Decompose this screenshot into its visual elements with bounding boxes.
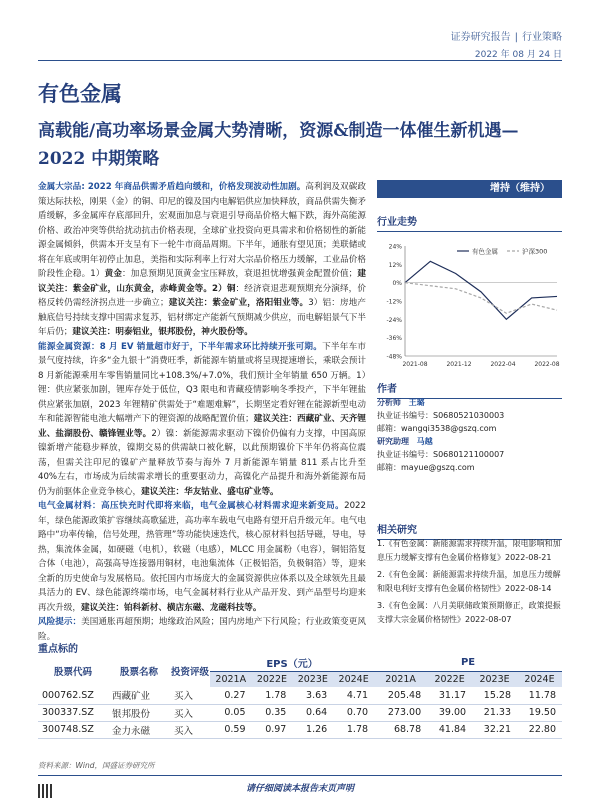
researcher-email[interactable]: 邮箱：mayue@gszq.com (377, 463, 475, 472)
stock-code: 300748.SZ (38, 721, 108, 738)
y-tick-label: 0% (392, 280, 402, 288)
series-line-nonferrous (405, 261, 557, 319)
table-cell: 273.00 (374, 704, 427, 721)
col-name-header: 股票名称 (108, 655, 170, 687)
x-tick-label: 2021-12 (446, 361, 472, 368)
legend-label: 沪深300 (522, 247, 548, 256)
related-item[interactable]: 1.《有色金属：新能源需求持续升温，限电影响和加息压力缓解支撑有色金属价格修复》2022-08-21 (377, 539, 561, 562)
related-item[interactable]: 2.《有色金属：新能源需求持续升温，加息压力缓解和限电利好支撑有色金属价格韧性》2022-08-14 (377, 570, 561, 593)
report-date: 2022 年 08 月 24 日 (474, 50, 562, 60)
x-tick-label: 2022-08 (534, 361, 560, 368)
pe-header: PE (374, 655, 562, 671)
y-tick-label: 12% (388, 261, 402, 269)
x-tick-label: 2022-04 (490, 361, 516, 368)
stock-rating: 买入 (170, 687, 210, 704)
related-list (377, 537, 562, 626)
stock-name: 银邦股份 (108, 704, 170, 721)
table-cell: 0.64 (292, 704, 333, 721)
analyst-role: 分析师 (377, 398, 401, 407)
author-block (377, 396, 562, 474)
analyst-email[interactable]: 邮箱：wangqi3538@gszq.com (377, 424, 497, 433)
y-tick-label: 24% (388, 243, 402, 251)
report-type: 证券研究报告 (450, 32, 511, 43)
year-header: 2022E (427, 671, 472, 687)
paragraph-risk: 风险提示：美国通胀再超预期；地缘政治风险；国内房地产下行风险；行业政策变更风险。 (38, 617, 366, 642)
table-cell: 0.27 (210, 687, 252, 704)
stock-rating: 买入 (170, 721, 210, 738)
table-source: 资料来源：Wind，国盛证券研究所 (38, 761, 155, 770)
footer-disclaimer: 请仔细阅读本报告末页声明 (245, 784, 354, 794)
analyst-cert: 执业证书编号：S0680521030003 (377, 411, 505, 420)
table-cell: 68.78 (374, 721, 427, 738)
analyst-name: 王璐 (408, 398, 425, 407)
rating-badge: 增持（维持） (377, 180, 562, 198)
year-header: 2023E (292, 671, 333, 687)
table-cell: 0.35 (252, 704, 293, 721)
table-cell: 31.17 (427, 687, 472, 704)
table-cell: 1.26 (292, 721, 333, 738)
related-section-title: 相关研究 (377, 521, 562, 540)
y-tick-label: -36% (386, 335, 402, 343)
table-cell: 0.05 (210, 704, 252, 721)
header-category: 证券研究报告 | 行业策略 (450, 32, 562, 43)
year-header: 2024E (517, 671, 562, 687)
trend-chart-svg (377, 238, 562, 378)
table-cell: 3.63 (292, 687, 333, 704)
related-item[interactable]: 3.《有色金属：八月美联储政策预期修正，政策提振支撑大宗金属价格韧性》2022-08-07 (377, 601, 561, 624)
stock-table (38, 655, 562, 739)
trend-section-title: 行业走势 (377, 213, 562, 232)
year-header: 2021A (374, 671, 427, 687)
table-cell: 19.50 (517, 704, 562, 721)
report-category: 行业策略 (522, 32, 562, 43)
year-header: 2021A (210, 671, 252, 687)
table-cell: 32.21 (472, 721, 517, 738)
stock-rating: 买入 (170, 704, 210, 721)
paragraph-metals: 金属大宗品: 2022 年商品供需矛盾趋向缓和，价格发现波动性加剧。高利润及双碳政策达际扶松，刚果（金）的铜、印尼的镍及国内电解铝供应加快释放，商品供需失衡矛盾缓解，多金属库存底部回升，宏观面加息与衰退引导商品价格大幅下跌，海外高能源价格、政治冲突等供给扰动抗击价格表现，全球矿业投资向更具需求和价格韧性的新能源金属倾斜，供需本开支呈有下一轮牛市商品周期。下半年，通胀有望见顶；美联储或将在年底或明年初停止加息，美指和实际利率上行对大宗品价格压力缓解，工业品价格阶段性企稳。1）黄金：加息预期见顶黄金宝压释放，衰退担忧增强黄金配置价值；建议关注：紫金矿业，山东黄金，赤峰黄金等。2）铜：经济衰退悲观预期充分演绎，价格反转仍需经济拐点进一步确立；建议关注：紫金矿业，洛阳钼业等。3）铝：房地产触底信号持续支撑中国需求复苏，铝材绑定产能新气预期减少供应，而电解铝景气下半年后仍；建议关注：明泰铝业，银邦股份，神火股份等。 (38, 182, 366, 337)
paragraph-lead: 能源金属资源：8 月 EV 销量超市好于，下半年需求环比持续开张可期。 (38, 341, 323, 352)
table-cell: 1.78 (252, 687, 293, 704)
paragraph-lead: 电气金属材料：高压快充时代即将来临，电气金属核心材料需求迎来新变局。 (38, 501, 345, 511)
report-title: 高载能/高功率场景金属大势清晰，资源&制造一体催生新机遇—2022 中期策略 (38, 121, 519, 169)
stock-name: 西藏矿业 (108, 687, 170, 704)
paragraph-lead: 金属大宗品: 2022 年商品供需矛盾趋向缓和，价格发现波动性加剧。 (38, 182, 306, 192)
table-cell: 11.78 (517, 687, 562, 704)
col-rating-header: 投资评级 (170, 655, 210, 687)
table-cell: 4.71 (333, 687, 374, 704)
year-header: 2024E (333, 671, 374, 687)
y-tick-label: -24% (386, 316, 402, 324)
y-tick-label: -48% (386, 353, 402, 361)
paragraph-electric-materials: 电气金属材料：高压快充时代即将来临，电气金属核心材料需求迎来新变局。2022 年，绿色能源政策扩容继续高歌猛进，高功率车载电气电路有望开启升级元年。电气电路中“功率传输，信号处理，热管理”等功能快速迭代，核心原材料包括导磁，导电，导热，集流体金属，如硬磁（电机），软磁（电感），MLCC 用金属粉（电容），铜铝箔复合体（电池），高强高导连接器用铜材，电池集流体（正极铝箔，负极铜箔）等，迎来全新的历史使命与发展格局。依托国内市场庞大的金属资源供应体系以及全球领先且最具活力的 EV、绿色能源终端市场，电气金属材料行业从产品开发、到产品型号均迎来再次升级，建议关注：铂科新材、横店东磁、龙磁科技等。 (38, 501, 366, 613)
table-row (38, 687, 562, 704)
report-body (38, 180, 366, 644)
researcher-name: 马越 (416, 437, 433, 446)
table-cell: 0.97 (252, 721, 293, 738)
year-header: 2022E (252, 671, 293, 687)
table-cell: 39.00 (427, 704, 472, 721)
stock-table-title: 重点标的 (38, 640, 562, 659)
table-cell: 205.48 (374, 687, 427, 704)
y-tick-label: -12% (386, 298, 402, 306)
col-code-header: 股票代码 (38, 655, 108, 687)
table-cell: 15.28 (472, 687, 517, 704)
table-cell: 22.80 (517, 721, 562, 738)
researcher-cert: 执业证书编号：S0680121100007 (377, 450, 505, 459)
footer-divider (38, 775, 562, 776)
table-row (38, 721, 562, 738)
stock-code: 300337.SZ (38, 704, 108, 721)
paragraph-lead: 风险提示： (38, 617, 82, 627)
author-section-title: 作者 (377, 380, 562, 399)
table-cell: 21.33 (472, 704, 517, 721)
legend-label: 有色金属 (472, 247, 498, 256)
eps-header: EPS（元） (210, 655, 374, 671)
researcher-role: 研究助理 (377, 437, 409, 446)
sector-title: 有色金属 (38, 81, 122, 106)
header-divider (38, 60, 562, 61)
table-cell: 0.70 (333, 704, 374, 721)
table-cell: 41.84 (427, 721, 472, 738)
table-cell: 0.59 (210, 721, 252, 738)
trend-chart (377, 238, 562, 378)
year-header: 2023E (472, 671, 517, 687)
x-tick-label: 2021-08 (402, 361, 428, 368)
table-cell: 1.78 (333, 721, 374, 738)
stock-name: 金力永磁 (108, 721, 170, 738)
paragraph-energy-metals: 能源金属资源：8 月 EV 销量超市好于，下半年需求环比持续开张可期。下半年车市景气度持续，许多“金九银十”消费旺季，新能源车销量或将呈现提速增长，乘联会预计 8 月新能源乘用车零售销量同比+108.3%/+7.0%，我们预计全年销量 650 万辆。1）锂：供应紧张加剧，锂库存处于低位，Q3 限电和青藏疫情影响冬季投产，下半年锂盐供应紧张加剧，2023 年锂精矿供需处于“难题难解”，长期坚定看好锂在能源新型电动车和能源智能电池大幅增产下的锂资源的战略配置价值；建议关注：西藏矿业、天齐锂业、盐湖股份、赣锋锂业等。2）镍：新能源需求驱动下镍价仍偏有力支撑，中国高原镍新增产能稳步释放，镍期交易的供需缺口被化解，以此预期镍价下半年仍将高位震荡，但需关注印尼的镍矿产量释放节奏与海外 7 月新能源车销量 811 系占比升至 40%左右，市场成为后续需求增长的重要驱动力，高镍化产品提升和海外新能源布局仍为前驱体企业竞争核心，建议关注：华友钴业、盛屯矿业等。 (38, 341, 366, 497)
stock-code: 000762.SZ (38, 687, 108, 704)
table-row (38, 704, 562, 721)
